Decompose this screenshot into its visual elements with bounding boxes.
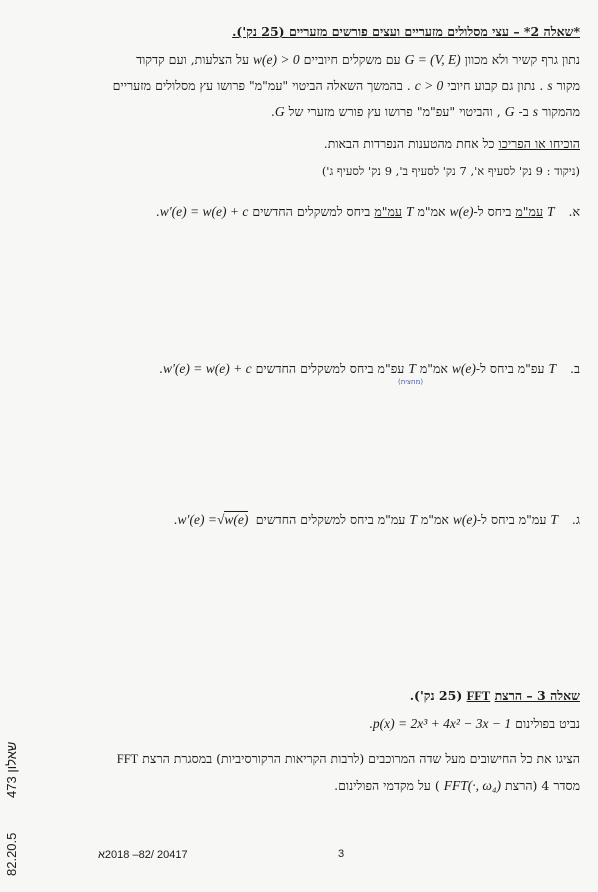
question-3-line3: מסדר 4 (הרצת FFT(·, ω₄) ) על מקדמי הפולינום. (334, 778, 580, 793)
part-a: א. T עמ"מ ביחס ל-w(e) אמ"מ T עמ"מ ביחס למשקלים החדשים w′(e) = w(e) + c. (155, 204, 580, 219)
question-3-line2: הציגו את כל החישובים מעל שדה המרוכבים (לרבות הקריאות הרקורסיביות) במסגרת הרצת FFT (116, 751, 580, 766)
question-2-scoring: (ניקוד : 9 נק' לסעיף א', 7 נק' לסעיף ב', 9 נק' לסעיף ג') (321, 164, 580, 178)
question-2-intro-line2: מקור s . נתון גם קבוע חיובי c > 0 . בהמשך השאלה הביטוי "עמ"מ" פרושו עץ מסלולים מזעריים (112, 78, 580, 93)
part-b: ב. T עפ"מ ביחס ל-w(e) אמ"מ T עפ"מ ביחס למשקלים החדשים w′(e) = w(e) + c. (158, 361, 580, 376)
side-code: 82.20.5 (4, 832, 19, 876)
question-2-instruction: הוכיחו או הפריכו כל אחת מהטענות הנפרדות הבאות. (323, 136, 580, 151)
course-code: 20417 /82– 2018א (98, 849, 188, 861)
question-3-title: שאלה 3 – הרצת FFT (25 נק'). (409, 688, 580, 703)
page-number: 3 (338, 848, 345, 860)
handwritten-note: (מחצית) (398, 378, 424, 386)
side-questionnaire-label: שאלון 473 (4, 741, 19, 798)
question-2-intro-line3: מהמקור s ב- G , והביטוי "עפ"מ" פרושו עץ פורש מזערי של G. (270, 104, 580, 119)
part-c: ג. T עמ"מ ביחס ל-w(e) אמ"מ T עמ"מ ביחס למשקלים החדשים w′(e) =√w(e) . (173, 512, 580, 527)
question-2-title: *שאלה 2* – עצי מסלולים מזעריים ועצים פורשים מזעריים (25 נק'). (232, 24, 580, 39)
question-2-intro-line1: נתון גרף קשיר ולא מכוון G = (V, E) עם משקלים חיוביים w(e) > 0 על הצלעות, ועם קדקוד (136, 52, 580, 67)
question-3-line1: נביט בפולינום p(x) = 2x³ + 4x² − 3x − 1. (368, 716, 580, 731)
